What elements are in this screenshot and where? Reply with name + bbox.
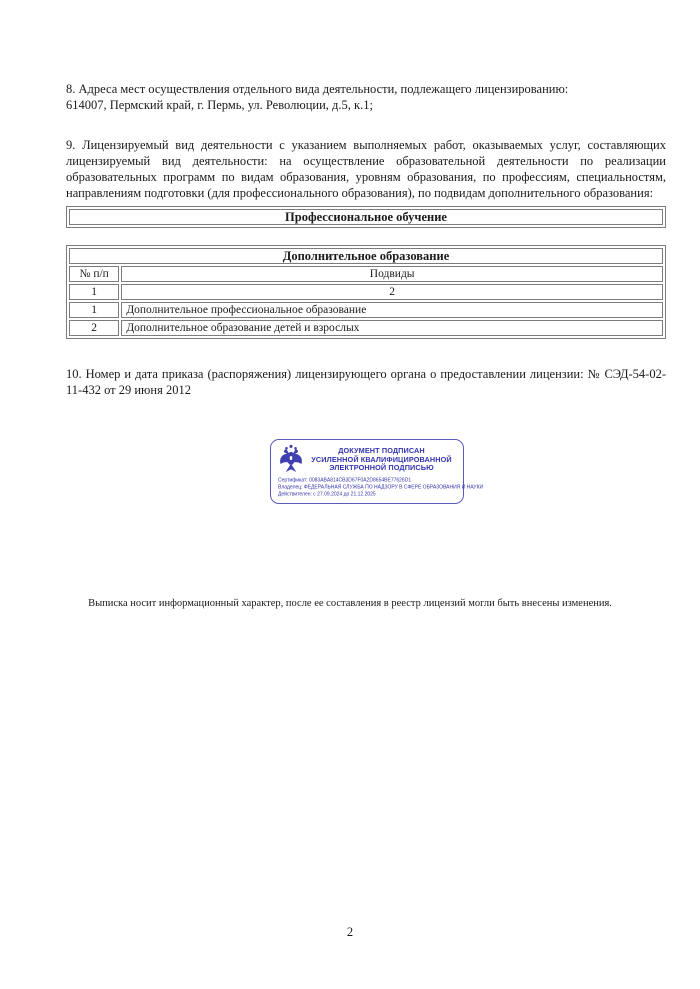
item9-text: 9. Лицензируемый вид деятельности с указанием выполняемых работ, оказываемых услуг, составляющих лицензируемый вид деятельности: на осуществление образовательной деятельности по реализации образовательных программ по видам образования, уровням образования, по профессиям, специальностям, направлениям подготовки (для профессионального образования), по подвидам дополнительного образования: [66, 138, 666, 200]
col-number-cell: 1 [69, 284, 119, 300]
table-title-row [69, 248, 663, 264]
stamp-title [304, 440, 463, 473]
table-header-row [69, 266, 663, 282]
stamp-certificate: Сертификат: 0083ABA814CB3D67F0A2D8654BE77626D1 [278, 477, 412, 483]
stamp-title-line3: ЭЛЕКТРОННОЙ ПОДПИСЬЮ [329, 463, 434, 473]
item8-address: 614007, Пермский край, г. Пермь, ул. Революции, д.5, к.1; [66, 98, 373, 112]
stamp-header [271, 440, 463, 474]
row-num-cell: 2 [69, 320, 119, 336]
professional-training-title: Профессиональное обучение [69, 209, 663, 225]
digital-signature-stamp [270, 439, 484, 504]
stamp-title-line2: УСИЛЕННОЙ КВАЛИФИЦИРОВАННОЙ [311, 454, 452, 464]
col-header-num: № п/п [69, 266, 119, 282]
col-number-cell: 2 [121, 284, 663, 300]
row-subtype-cell: Дополнительное образование детей и взрослых [121, 320, 663, 336]
table-row [69, 302, 663, 318]
professional-training-table [66, 206, 666, 228]
stamp-details [278, 477, 484, 498]
page-number: 2 [346, 925, 354, 939]
col-header-subtypes: Подвиды [121, 266, 663, 282]
stamp-title-line1: ДОКУМЕНТ ПОДПИСАН [338, 446, 425, 455]
russian-coat-of-arms-icon [278, 444, 304, 474]
row-num-cell: 1 [69, 302, 119, 318]
table-row [69, 320, 663, 336]
table-row [69, 209, 663, 225]
item8-heading: 8. Адреса мест осуществления отдельного вида деятельности, подлежащего лицензированию: [66, 82, 569, 96]
row-subtype-cell: Дополнительное профессиональное образование [121, 302, 663, 318]
stamp-validity: Действителен: с 27.09.2024 до 21.12.2025 [278, 491, 376, 497]
informational-note: Выписка носит информационный характер, после ее составления в реестр лицензий могли быть внесены изменения. [88, 598, 612, 609]
table-colnumber-row [69, 284, 663, 300]
document-body [66, 81, 666, 398]
item10-text: 10. Номер и дата приказа (распоряжения) лицензирующего органа о предоставлении лицензии: № СЭД-54-02-11-432 от 29 июня 2012 [66, 367, 666, 397]
stamp-owner: Владелец: ФЕДЕРАЛЬНАЯ СЛУЖБА ПО НАДЗОРУ В СФЕРЕ ОБРАЗОВАНИЯ И НАУКИ [278, 484, 484, 490]
additional-education-table [66, 245, 666, 339]
additional-education-title: Дополнительное образование [69, 248, 663, 264]
